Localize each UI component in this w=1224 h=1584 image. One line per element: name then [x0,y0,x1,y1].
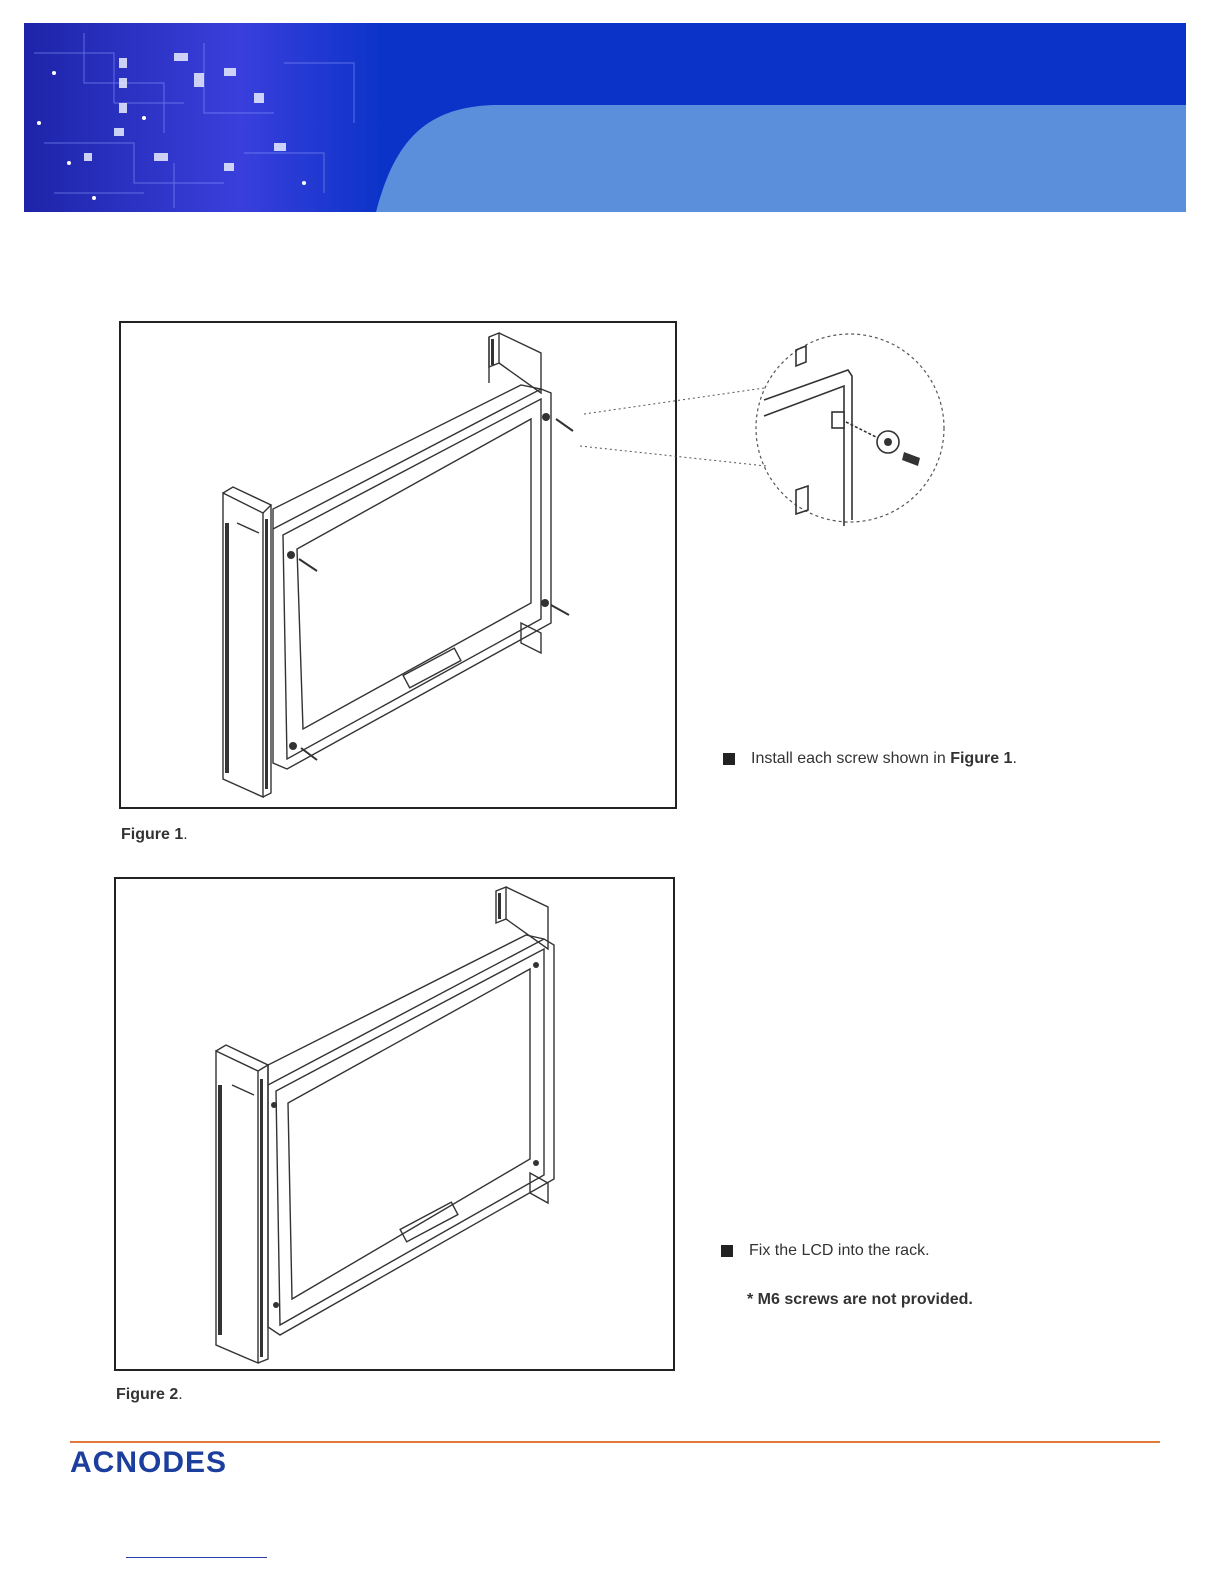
instruction-1-bold: Figure 1 [950,750,1013,767]
screw-detail-callout [752,330,948,526]
figure-1-caption [121,826,188,844]
callout-lines [580,384,770,468]
bullet-square-icon [721,1245,733,1257]
figure-2-caption-label: Figure 2 [116,1386,179,1403]
figure-1-caption-dot: . [183,826,188,843]
logo-text: ACNODES [70,1446,228,1476]
figure-2-instruction [721,1242,930,1260]
figure-1-caption-label: Figure 1 [121,826,184,843]
header-banner [24,23,1186,212]
instruction-2-text: Fix the LCD into the rack. [749,1242,930,1259]
bottom-link-rule [126,1557,267,1558]
instruction-1-suffix: . [1012,750,1017,767]
screw-note: * M6 screws are not provided. [747,1291,973,1308]
footer-rule [70,1441,1160,1443]
figure-2-illustration [114,877,675,1371]
bullet-square-icon [723,753,735,765]
figure-2-caption-dot: . [178,1386,183,1403]
figure-1-instruction [723,750,1017,768]
figure-2-caption [116,1386,183,1404]
acnodes-logo [70,1444,270,1476]
instruction-1-prefix: Install each screw shown in [751,750,951,767]
